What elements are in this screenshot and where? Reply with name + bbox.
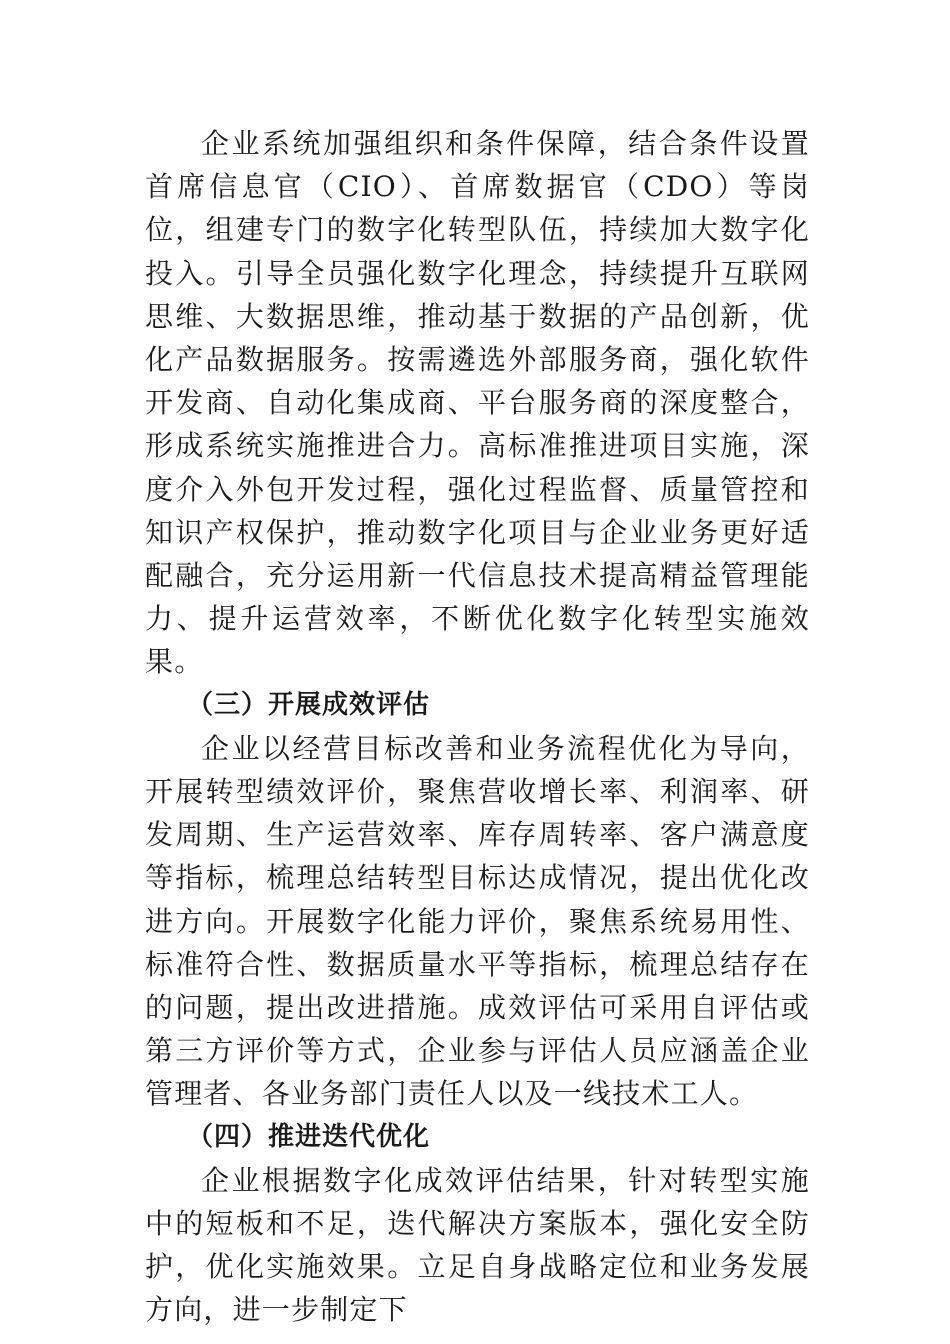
paragraph-evaluation: 企业以经营目标改善和业务流程优化为导向，开展转型绩效评价，聚焦营收增长率、利润率、研发周期、生产运营效率、库存周转率、客户满意度等指标，梳理总结转型目标达成情况，提出优化改进方向。开展数字化能力评价，聚焦系统易用性、标准符合性、数据质量水平等指标，梳理总结存在的问题，提出改进措施。成效评估可采用自评估或第三方评价等方式，企业参与评估人员应涵盖企业管理者、各业务部门责任人以及一线技术工人。	[145, 731, 810, 1111]
paragraph-implementation: 企业系统加强组织和条件保障，结合条件设置首席信息官（CIO）、首席数据官（CDO）等岗位，组建专门的数字化转型队伍，持续加大数字化投入。引导全员强化数字化理念，持续提升互联网思维、大数据思维，推动基于数据的产品创新，优化产品数据服务。按需遴选外部服务商，强化软件开发商、自动化集成商、平台服务商的深度整合，形成系统实施推进合力。高标准推进项目实施，深度介入外包开发过程，强化过程监督、质量管控和知识产权保护，推动数字化项目与企业业务更好适配融合，充分运用新一代信息技术提高精益管理能力、提升运营效率，不断优化数字化转型实施效果。	[145, 127, 810, 679]
section-heading-evaluation: （三）开展成效评估	[187, 689, 431, 720]
paragraph-iteration: 企业根据数字化成效评估结果，针对转型实施中的短板和不足，迭代解决方案版本，强化安全防护，优化实施效果。立足自身战略定位和业务发展方向，进一步制定下	[145, 1163, 810, 1327]
section-heading-iteration: （四）推进迭代优化	[187, 1121, 431, 1152]
document-body	[145, 122, 810, 1332]
